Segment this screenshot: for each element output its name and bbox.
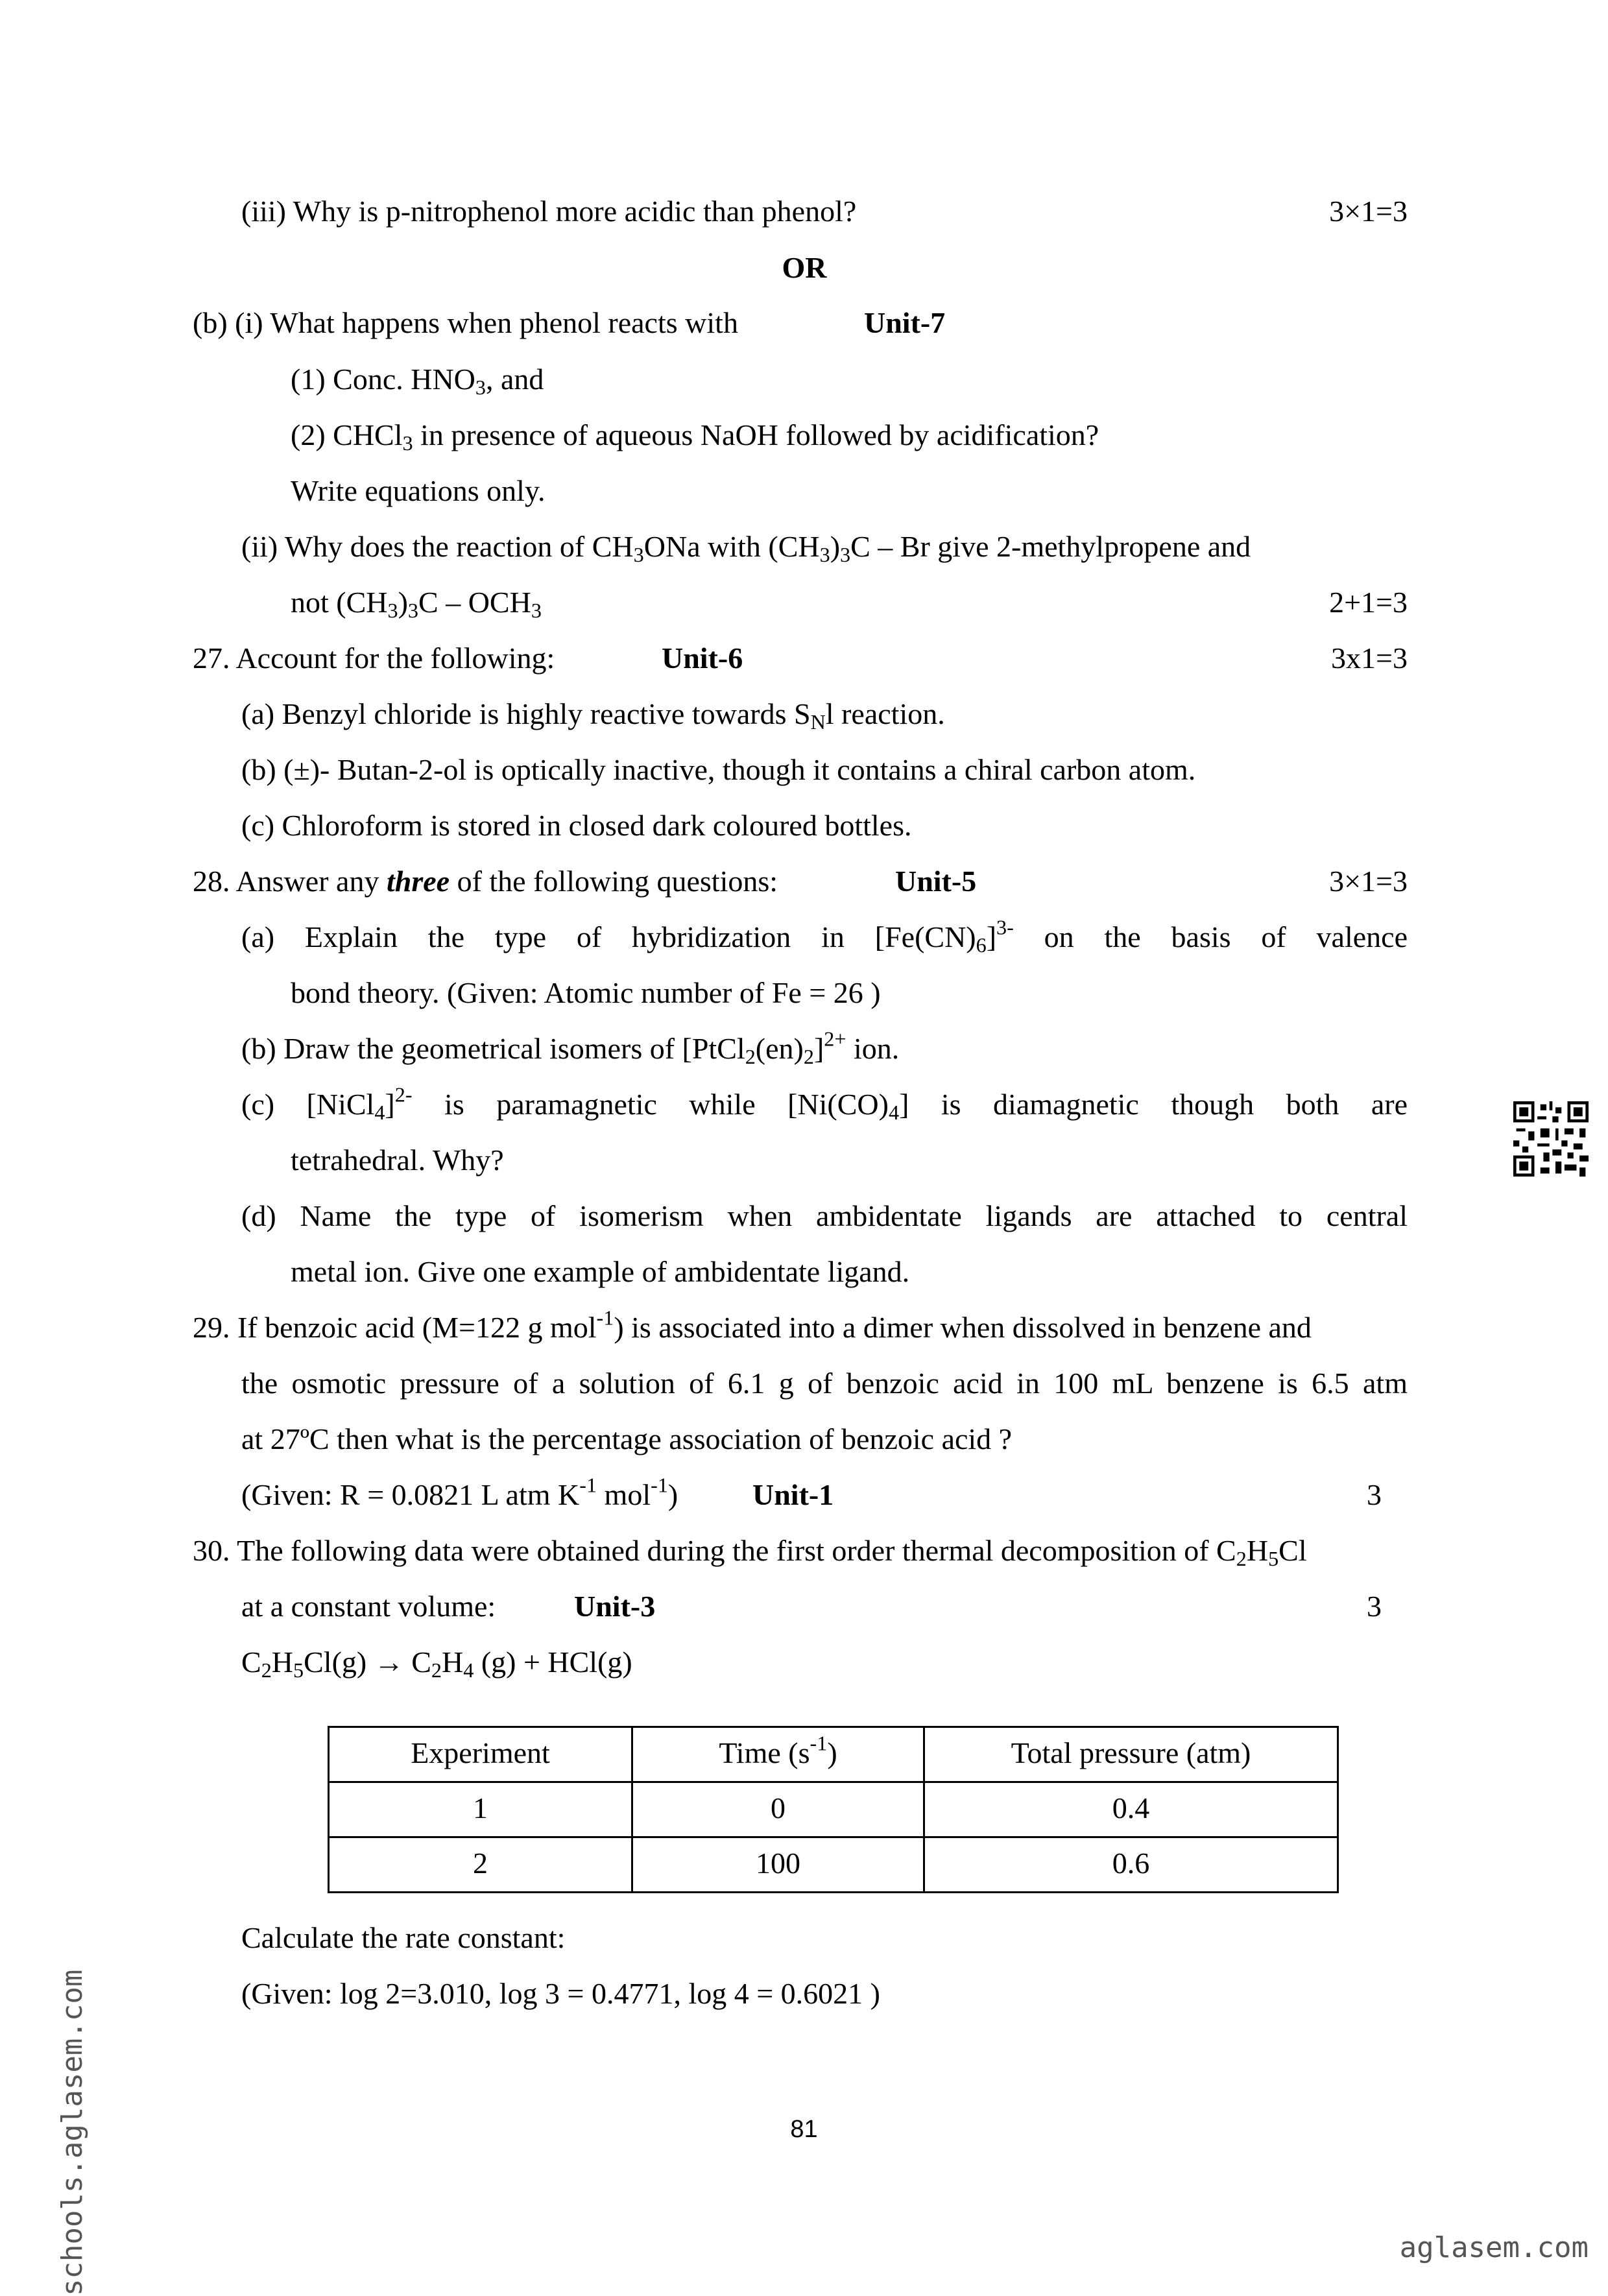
table-header-row	[329, 1727, 1338, 1782]
q27-c: (c) Chloroform is stored in closed dark coloured bottles.	[241, 809, 912, 842]
qr-code-icon	[1513, 1101, 1589, 1177]
q28-d-line2: metal ion. Give one example of ambidentate ligand.	[291, 1255, 910, 1288]
q26-ii-line2: not $(CH_3)_3C - OCH_3$	[291, 586, 542, 623]
q30-marks: 3	[1367, 1590, 1382, 1623]
table-row	[329, 1782, 1338, 1837]
q26-b-unit: Unit-7	[864, 306, 946, 339]
q30-calc: Calculate the rate constant:	[241, 1921, 566, 1954]
q30-equation: $C_2H_5Cl(g) \to C_2H_4$ (g) + HCl(g)	[241, 1645, 632, 1682]
q29-line3: at 27ºC then what is the percentage association of benzoic acid ?	[241, 1422, 1013, 1455]
q27-b: (b) (±)- Butan-2-ol is optically inactive, though it contains a chiral carbon atom.	[241, 753, 1196, 786]
q30-unit: Unit-3	[574, 1590, 656, 1623]
table-row	[329, 1837, 1338, 1893]
data-table	[328, 1726, 1339, 1893]
q28-c-line1: (c) [NiCl$_4$]$^{2-}$ is paramagnetic while $[Ni(CO)_4]$ is diamagnetic though both are	[241, 1082, 1408, 1125]
q27-unit: Unit-6	[662, 641, 743, 675]
q28-a-line2: bond theory. (Given: Atomic number of Fe = 26 )	[291, 976, 881, 1009]
q29-marks: 3	[1367, 1478, 1382, 1511]
page-number: 81	[790, 2116, 818, 2143]
q28-marks: 3×1=3	[1329, 865, 1408, 898]
q29-line4: (Given: R = 0.0821 L atm $K^{-1}$ mol$^{-1}$)	[241, 1473, 678, 1511]
bottom-watermark: aglasem.com	[1399, 2231, 1589, 2264]
table-cell: 1	[329, 1782, 632, 1837]
q26-ii-marks: 2+1=3	[1329, 586, 1408, 619]
q30-line1: 30. The following data were obtained during the first order thermal decomposition of $C_2H_5Cl$	[193, 1534, 1307, 1571]
q28-d-line1: (d) Name the type of isomerism when ambidentate ligands are attached to central	[241, 1199, 1408, 1232]
q30-line2: at a constant volume:	[241, 1590, 496, 1623]
q28-a-line1: (a) Explain the type of hybridization in $[Fe(CN)_6]^{3-}$ on the basis of valence	[241, 915, 1408, 957]
table-cell: 2	[329, 1837, 632, 1893]
q26-b1: (1) Conc. $HNO_3$, and	[291, 363, 544, 400]
q26-b-label: (b) (i) What happens when phenol reacts with	[193, 306, 738, 339]
q26-b2: (2) CHCl$_3$ in presence of aqueous NaOH followed by acidification?	[291, 418, 1099, 455]
q28-title: 28. Answer any three of the following questions:	[193, 865, 778, 898]
table-header-cell: Time $(s^{-1})$	[632, 1727, 924, 1782]
q27-a: (a) Benzyl chloride is highly reactive towards $S_Nl$ reaction.	[241, 697, 945, 734]
table-cell: 100	[632, 1837, 924, 1893]
q26-ii-line1: (ii) Why does the reaction of $CH_3ONa$ with $(CH_3)_3C$ – Br give 2-methylpropene and	[241, 530, 1251, 567]
table-cell: 0.6	[924, 1837, 1338, 1893]
table-cell: 0.4	[924, 1782, 1338, 1837]
q29-line2: the osmotic pressure of a solution of 6.1 g of benzoic acid in 100 mL benzene is 6.5 atm	[241, 1367, 1408, 1400]
q27-title: 27. Account for the following:	[193, 641, 555, 675]
q27-marks: 3x1=3	[1331, 641, 1408, 675]
q26-b3: Write equations only.	[291, 474, 546, 507]
q29-unit: Unit-1	[752, 1478, 834, 1511]
q29-line1: 29. If benzoic acid (M=122 g mol$^{-1}$) is associated into a dimer when dissolved in benzene and	[193, 1306, 1312, 1344]
or-separator: OR	[782, 251, 827, 284]
q28-unit: Unit-5	[895, 865, 977, 898]
q26-iii-text: (iii) Why is p-nitrophenol more acidic than phenol?	[241, 195, 857, 228]
q26-iii-marks: 3×1=3	[1329, 195, 1408, 228]
side-watermark: schools.aglasem.com	[56, 1969, 89, 2296]
q28-b: (b) Draw the geometrical isomers of $[PtCl_2(en)_2]^{2+}$ ion.	[241, 1027, 900, 1069]
table-header-cell: Total pressure (atm)	[924, 1727, 1338, 1782]
table-cell: 0	[632, 1782, 924, 1837]
table-header-cell: Experiment	[329, 1727, 632, 1782]
q28-c-line2: tetrahedral. Why?	[291, 1143, 504, 1177]
q30-given: (Given: log 2=3.010, log 3 = 0.4771, log 4 = 0.6021 )	[241, 1977, 881, 2010]
